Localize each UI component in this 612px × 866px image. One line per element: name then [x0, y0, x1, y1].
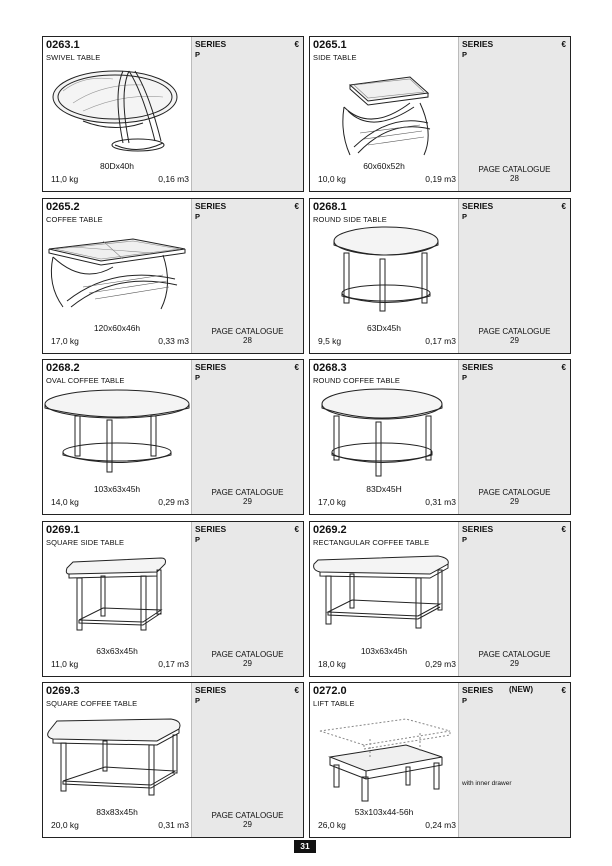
product-name: COFFEE TABLE — [46, 214, 103, 224]
product-weight: 11,0 kg — [51, 174, 79, 184]
product-card — [42, 198, 304, 354]
currency-symbol: € — [294, 40, 299, 49]
product-name: SIDE TABLE — [313, 53, 357, 62]
series-label: SERIES — [195, 39, 227, 49]
currency-symbol: € — [294, 524, 299, 534]
series-panel — [191, 37, 303, 191]
product-card — [42, 521, 304, 677]
series-panel — [458, 522, 570, 676]
product-dimensions: 63Dx45h — [366, 322, 402, 333]
catalogue-reference: PAGE CATALOGUE 29 — [478, 649, 551, 668]
series-panel — [191, 683, 303, 837]
catalogue-page: 28 — [243, 335, 252, 345]
product-weight: 17,0 kg — [318, 497, 346, 507]
product-card — [42, 36, 304, 192]
round-side-table-icon — [310, 225, 458, 325]
series-label: SERIES — [462, 362, 494, 372]
product-dimensions: 120x60x46h — [93, 322, 141, 333]
series-label: SERIES — [462, 39, 494, 49]
series-code: P — [195, 211, 201, 221]
catalogue-page: 29 — [243, 497, 252, 506]
coffee-table-icon — [43, 225, 191, 325]
product-name: LIFT TABLE — [313, 699, 355, 708]
currency-symbol: € — [294, 201, 299, 211]
series-panel — [458, 683, 570, 837]
product-code: 0268.2 — [46, 362, 80, 374]
product-name: RECTANGULAR COFFEE TABLE — [313, 537, 430, 547]
oval-coffee-table-icon — [43, 386, 191, 486]
product-dimensions: 103x63x45h — [360, 645, 408, 656]
product-code: 0272.0 — [313, 685, 347, 697]
product-card — [42, 682, 304, 838]
catalogue-reference: PAGE CATALOGUE 29 — [478, 326, 551, 345]
currency-symbol: € — [561, 40, 566, 49]
product-name: SQUARE COFFEE TABLE — [46, 699, 138, 708]
product-weight: 14,0 kg — [51, 497, 79, 507]
product-code: 0263.1 — [46, 39, 80, 51]
currency-symbol: € — [561, 201, 566, 211]
product-weight: 17,0 kg — [51, 335, 79, 346]
product-card — [309, 521, 571, 677]
product-dimensions: 60x60x52h — [363, 161, 405, 171]
series-label: SERIES — [462, 523, 494, 534]
product-volume: 0,29 m3 — [158, 497, 189, 507]
product-dimensions: 80Dx40h — [99, 161, 135, 171]
product-name: ROUND COFFEE TABLE — [313, 376, 400, 385]
lift-table-icon — [310, 709, 458, 809]
catalogue-page: 29 — [510, 335, 519, 345]
catalogue-page: 29 — [510, 497, 519, 506]
series-label: SERIES — [195, 523, 227, 534]
series-code: P — [462, 534, 468, 544]
product-weight: 18,0 kg — [318, 658, 346, 669]
square-side-table-icon — [43, 548, 191, 648]
series-code: P — [462, 373, 468, 382]
catalogue-page: 29 — [510, 658, 519, 668]
series-label: SERIES — [195, 200, 227, 211]
series-label: SERIES — [462, 685, 494, 695]
side-table-icon — [310, 63, 458, 163]
series-label: SERIES — [195, 685, 227, 695]
catalogue-page: 28 — [510, 174, 519, 183]
product-volume: 0,17 m3 — [158, 658, 189, 669]
square-coffee-table-icon — [43, 709, 191, 809]
product-dimensions: 83Dx45H — [366, 484, 402, 494]
product-weight: 20,0 kg — [51, 820, 79, 830]
currency-symbol: € — [561, 524, 566, 534]
series-panel — [458, 37, 570, 191]
product-name: SQUARE SIDE TABLE — [46, 537, 125, 547]
product-name: SWIVEL TABLE — [46, 53, 101, 62]
series-code: P — [462, 211, 468, 221]
product-card — [309, 198, 571, 354]
product-name: ROUND SIDE TABLE — [313, 214, 387, 224]
series-label: SERIES — [462, 200, 494, 211]
product-dimensions: 63x63x45h — [96, 645, 138, 656]
series-code: P — [462, 50, 468, 59]
catalogue-page: 29 — [243, 820, 252, 829]
round-coffee-table-icon — [310, 386, 458, 486]
product-dimensions: 103x63x45h — [93, 484, 141, 494]
series-panel — [191, 199, 303, 353]
product-code: 0265.2 — [46, 200, 80, 213]
product-volume: 0,24 m3 — [425, 820, 456, 830]
page-number: 31 — [294, 840, 316, 853]
series-code: P — [195, 534, 201, 544]
series-panel — [458, 360, 570, 514]
product-note: with inner drawer — [462, 780, 512, 787]
product-card — [309, 682, 571, 838]
currency-symbol: € — [561, 686, 566, 695]
catalogue-reference: PAGE CATALOGUE 29 — [211, 649, 284, 668]
catalogue-reference: PAGE CATALOGUE 28 — [211, 326, 284, 345]
product-code: 0265.1 — [313, 39, 347, 51]
product-dimensions: 83x83x45h — [96, 807, 138, 817]
currency-symbol: € — [561, 363, 566, 372]
product-volume: 0,17 m3 — [425, 335, 456, 346]
product-volume: 0,31 m3 — [425, 497, 456, 507]
catalogue-reference: PAGE CATALOGUE 29 — [211, 488, 284, 506]
product-weight: 11,0 kg — [51, 658, 79, 669]
series-panel — [458, 199, 570, 353]
product-grid — [42, 36, 571, 834]
swivel-table-icon — [43, 63, 191, 163]
catalogue-page: 29 — [243, 658, 252, 668]
series-code: P — [195, 696, 201, 705]
catalogue-reference: PAGE CATALOGUE 29 — [478, 488, 551, 506]
product-dimensions: 53x103x44-56h — [354, 807, 414, 817]
product-volume: 0,31 m3 — [158, 820, 189, 830]
product-weight: 26,0 kg — [318, 820, 346, 830]
product-card — [309, 36, 571, 192]
product-code: 0269.2 — [313, 523, 347, 536]
product-code: 0268.3 — [313, 362, 347, 374]
series-code: P — [195, 50, 201, 59]
product-weight: 9,5 kg — [318, 335, 342, 346]
series-panel — [191, 360, 303, 514]
product-code: 0268.1 — [313, 200, 347, 213]
catalogue-reference: PAGE CATALOGUE 29 — [211, 811, 284, 829]
product-volume: 0,33 m3 — [158, 335, 189, 346]
product-volume: 0,29 m3 — [425, 658, 456, 669]
product-weight: 10,0 kg — [318, 174, 346, 184]
product-volume: 0,19 m3 — [425, 174, 456, 184]
series-code: P — [462, 696, 468, 705]
currency-symbol: € — [294, 686, 299, 695]
product-card — [42, 359, 304, 515]
rectangular-coffee-table-icon — [310, 548, 458, 648]
series-code: P — [195, 373, 201, 382]
currency-symbol: € — [294, 363, 299, 372]
catalogue-reference: PAGE CATALOGUE 28 — [478, 165, 551, 183]
product-volume: 0,16 m3 — [158, 174, 189, 184]
product-name: OVAL COFFEE TABLE — [46, 376, 125, 385]
product-code: 0269.1 — [46, 523, 80, 536]
series-label: SERIES — [195, 362, 227, 372]
product-card — [309, 359, 571, 515]
product-code: 0269.3 — [46, 685, 80, 697]
series-panel — [191, 522, 303, 676]
new-badge: (NEW) — [509, 685, 533, 694]
